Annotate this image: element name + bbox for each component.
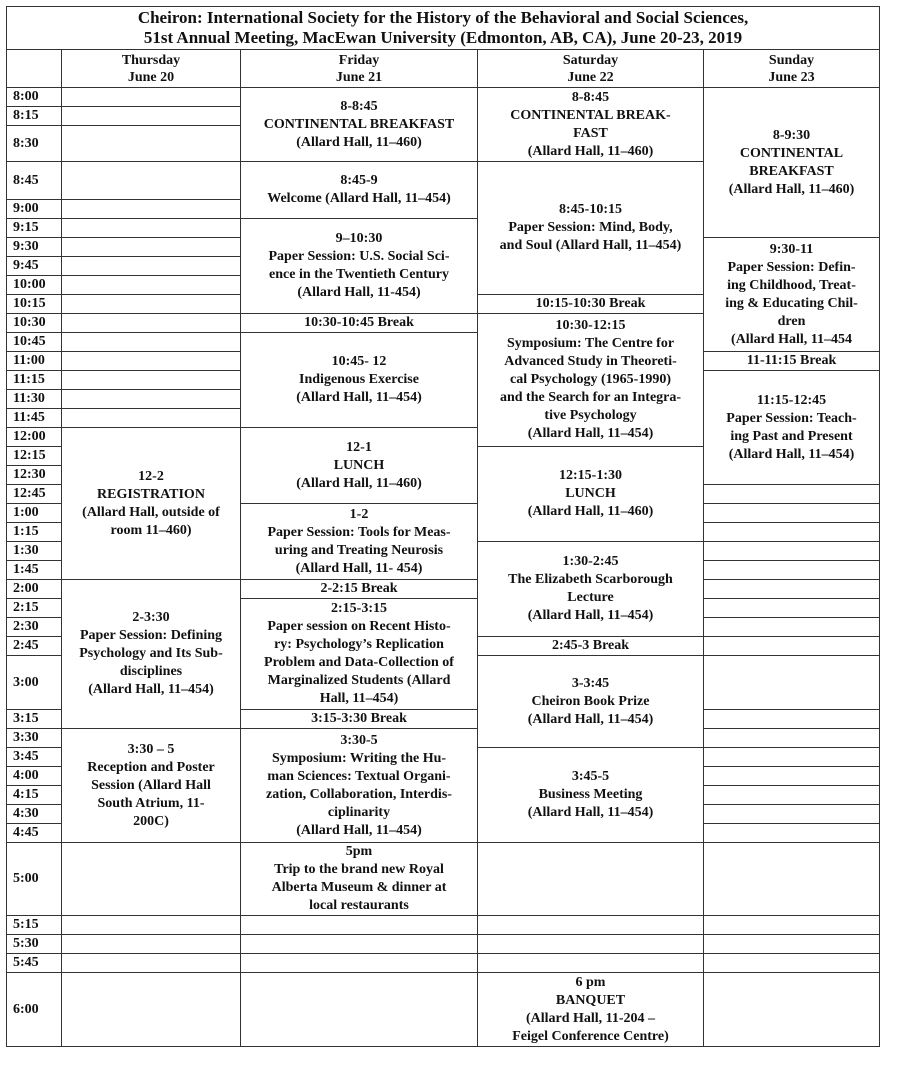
time-label: 12:00 bbox=[7, 428, 62, 447]
event-childhood bbox=[704, 238, 880, 352]
time-label: 8:30 bbox=[7, 126, 62, 162]
event-line: tive Psychology bbox=[544, 408, 637, 423]
time-label: 1:15 bbox=[7, 523, 62, 542]
time-label: 12:45 bbox=[7, 485, 62, 504]
event-line: 11-11:15 Break bbox=[746, 353, 837, 368]
empty-cell bbox=[704, 748, 880, 767]
schedule-title bbox=[7, 7, 880, 50]
time-label: 4:45 bbox=[7, 824, 62, 843]
event-line: 9:30-11 bbox=[769, 241, 814, 257]
event-line: CONTINENTAL bbox=[739, 145, 844, 161]
empty-cell bbox=[62, 238, 241, 257]
empty-cell bbox=[704, 916, 880, 935]
time-label: 5:45 bbox=[7, 954, 62, 973]
empty-cell bbox=[704, 786, 880, 805]
time-label: 10:15 bbox=[7, 295, 62, 314]
event-book-prize bbox=[478, 656, 704, 748]
title-line: Cheiron: International Society for the History of the Behavioral and Social Sciences, bbox=[137, 8, 749, 27]
empty-cell bbox=[704, 656, 880, 710]
empty-cell bbox=[62, 107, 241, 126]
event-line: 3:15-3:30 Break bbox=[311, 711, 407, 726]
event-line: 12:15-1:30 bbox=[559, 468, 622, 483]
event-line: CONTINENTAL BREAKFAST bbox=[263, 116, 455, 132]
time-header bbox=[7, 50, 62, 88]
time-label: 1:00 bbox=[7, 504, 62, 523]
event-teaching bbox=[704, 371, 880, 485]
empty-cell bbox=[704, 561, 880, 580]
event-line: (Allard Hall, 11–454) bbox=[527, 608, 654, 623]
empty-cell bbox=[704, 767, 880, 786]
empty-cell bbox=[62, 276, 241, 295]
event-line: (Allard Hall, 11–460) bbox=[527, 504, 654, 519]
time-label: 4:00 bbox=[7, 767, 62, 786]
event-line: (Allard Hall, 11–454) bbox=[527, 426, 654, 441]
day-name: Sunday bbox=[768, 52, 815, 68]
time-label: 3:00 bbox=[7, 656, 62, 710]
day-name: Thursday bbox=[121, 52, 181, 68]
empty-cell bbox=[704, 504, 880, 523]
event-line: 3:45-5 bbox=[571, 769, 610, 784]
event-break-200 bbox=[241, 580, 478, 599]
empty-cell bbox=[478, 843, 704, 916]
event-line: 3-3:45 bbox=[571, 675, 610, 691]
event-line: ing Past and Present bbox=[730, 428, 853, 444]
event-line: Hall, 11–454) bbox=[319, 691, 399, 706]
time-label: 8:45 bbox=[7, 162, 62, 200]
time-label: 9:00 bbox=[7, 200, 62, 219]
time-label: 4:30 bbox=[7, 805, 62, 824]
day-date: June 20 bbox=[127, 69, 175, 85]
event-breakfast bbox=[241, 88, 478, 162]
event-indigenous bbox=[241, 333, 478, 428]
empty-cell bbox=[241, 916, 478, 935]
event-business bbox=[478, 748, 704, 843]
empty-cell bbox=[704, 710, 880, 729]
empty-cell bbox=[62, 843, 241, 916]
time-row bbox=[7, 843, 880, 916]
event-line: ry: Psychology’s Replication bbox=[274, 637, 444, 652]
time-label: 11:45 bbox=[7, 409, 62, 428]
empty-cell bbox=[62, 954, 241, 973]
event-line: 200C) bbox=[133, 813, 169, 829]
empty-cell bbox=[478, 954, 704, 973]
event-line: Paper Session: U.S. Social Sci- bbox=[268, 249, 450, 264]
empty-cell bbox=[704, 637, 880, 656]
time-label: 9:30 bbox=[7, 238, 62, 257]
time-label: 10:00 bbox=[7, 276, 62, 295]
event-line: 3:30 – 5 bbox=[127, 741, 175, 757]
empty-cell bbox=[704, 843, 880, 916]
empty-cell bbox=[62, 295, 241, 314]
event-break-1015 bbox=[478, 295, 704, 314]
empty-cell bbox=[62, 916, 241, 935]
event-line: 8-8:45 bbox=[571, 89, 610, 105]
event-line: Cheiron Book Prize bbox=[531, 693, 650, 709]
day-name: Friday bbox=[338, 52, 380, 68]
time-label: 3:45 bbox=[7, 748, 62, 767]
empty-cell bbox=[62, 973, 241, 1047]
time-label: 11:30 bbox=[7, 390, 62, 409]
event-line: 9–10:30 bbox=[335, 231, 383, 246]
empty-cell bbox=[478, 916, 704, 935]
time-label: 2:45 bbox=[7, 637, 62, 656]
event-line: REGISTRATION bbox=[97, 486, 205, 502]
event-line: FAST bbox=[573, 125, 608, 141]
event-line: 10:45- 12 bbox=[331, 354, 387, 369]
empty-cell bbox=[704, 580, 880, 599]
empty-cell bbox=[62, 935, 241, 954]
empty-cell bbox=[704, 805, 880, 824]
event-line: local restaurants bbox=[309, 898, 409, 913]
event-line: (Allard Hall, 11–460) bbox=[296, 475, 422, 491]
event-line: Paper Session: Tools for Meas- bbox=[267, 524, 451, 540]
empty-cell bbox=[62, 257, 241, 276]
event-line: (Allard Hall, 11–454) bbox=[527, 805, 654, 820]
event-line: (Allard Hall, 11–460) bbox=[296, 134, 422, 150]
event-line: room 11–460) bbox=[110, 522, 192, 538]
empty-cell bbox=[62, 390, 241, 409]
event-line: Advanced Study in Theoreti- bbox=[504, 354, 677, 369]
empty-cell bbox=[704, 485, 880, 504]
time-label: 3:30 bbox=[7, 729, 62, 748]
event-line: (Allard Hall, 11–454 bbox=[731, 331, 852, 347]
event-line: Psychology and Its Sub- bbox=[79, 646, 223, 661]
event-line: 12-1 bbox=[346, 439, 372, 455]
event-line: Marginalized Students (Allard bbox=[267, 673, 451, 688]
event-museum-trip bbox=[241, 843, 478, 916]
schedule-table bbox=[6, 6, 880, 1047]
event-line: 10:30-10:45 Break bbox=[304, 315, 414, 330]
event-line: 1:30-2:45 bbox=[562, 554, 619, 569]
event-line: Lecture bbox=[567, 590, 614, 605]
event-line: 5pm bbox=[345, 844, 373, 859]
event-line: and the Search for an Integra- bbox=[499, 390, 682, 405]
event-neurosis bbox=[241, 504, 478, 580]
event-line: CONTINENTAL BREAK- bbox=[510, 107, 671, 123]
time-label: 2:15 bbox=[7, 599, 62, 618]
empty-cell bbox=[62, 219, 241, 238]
time-label: 1:45 bbox=[7, 561, 62, 580]
event-line: zation, Collaboration, Interdis- bbox=[266, 786, 452, 802]
event-line: ing & Educating Chil- bbox=[725, 295, 858, 311]
time-label: 1:30 bbox=[7, 542, 62, 561]
event-recent-history bbox=[241, 599, 478, 710]
time-label: 10:30 bbox=[7, 314, 62, 333]
event-line: 1-2 bbox=[349, 506, 369, 522]
event-line: (Allard Hall, 11–454) bbox=[296, 390, 422, 405]
event-line: 6 pm bbox=[575, 974, 606, 990]
event-line: Trip to the brand new Royal bbox=[274, 862, 444, 877]
time-row bbox=[7, 954, 880, 973]
event-line: Alberta Museum & dinner at bbox=[271, 880, 447, 895]
time-label: 11:00 bbox=[7, 352, 62, 371]
time-label: 9:45 bbox=[7, 257, 62, 276]
time-label: 5:00 bbox=[7, 843, 62, 916]
time-label: 5:30 bbox=[7, 935, 62, 954]
event-line: Paper Session: Mind, Body, bbox=[508, 220, 673, 235]
event-banquet bbox=[478, 973, 704, 1047]
time-label: 6:00 bbox=[7, 973, 62, 1047]
event-line: BREAKFAST bbox=[749, 163, 834, 179]
event-line: South Atrium, 11- bbox=[97, 795, 205, 811]
event-line: (Allard Hall, 11-454) bbox=[297, 285, 421, 300]
event-break-245 bbox=[478, 637, 704, 656]
empty-cell bbox=[704, 954, 880, 973]
event-line: (Allard Hall, outside of bbox=[82, 504, 220, 520]
event-mind-body-soul bbox=[478, 162, 704, 295]
time-row bbox=[7, 973, 880, 1047]
event-registration bbox=[62, 428, 241, 580]
time-row bbox=[7, 916, 880, 935]
event-line: Reception and Poster bbox=[87, 759, 215, 775]
event-line: 2:15-3:15 bbox=[331, 601, 387, 616]
day-name: Saturday bbox=[562, 52, 619, 68]
event-line: cal Psychology (1965-1990) bbox=[510, 372, 671, 387]
day-header-saturday bbox=[478, 50, 704, 88]
event-line: 2-3:30 bbox=[132, 610, 170, 625]
time-label: 12:15 bbox=[7, 447, 62, 466]
event-line: (Allard Hall, 11–460) bbox=[527, 143, 654, 159]
empty-cell bbox=[704, 729, 880, 748]
event-breakfast bbox=[704, 88, 880, 238]
day-header-sunday bbox=[704, 50, 880, 88]
event-line: Problem and Data-Collection of bbox=[264, 655, 454, 670]
time-row bbox=[7, 580, 880, 599]
event-line: (Allard Hall, 11–454) bbox=[728, 446, 855, 462]
event-break-315 bbox=[241, 710, 478, 729]
time-label: 3:15 bbox=[7, 710, 62, 729]
empty-cell bbox=[241, 954, 478, 973]
empty-cell bbox=[704, 542, 880, 561]
time-label: 8:15 bbox=[7, 107, 62, 126]
time-label: 11:15 bbox=[7, 371, 62, 390]
event-line: (Allard Hall, 11-204 – bbox=[525, 1010, 656, 1026]
event-break-1030 bbox=[241, 314, 478, 333]
empty-cell bbox=[62, 126, 241, 162]
event-lunch bbox=[478, 447, 704, 542]
event-line: 10:30-12:15 bbox=[555, 318, 626, 333]
event-line: 12-2 bbox=[138, 468, 164, 484]
event-line: disciplines bbox=[119, 664, 183, 679]
event-line: Indigenous Exercise bbox=[299, 372, 419, 387]
event-line: dren bbox=[777, 313, 806, 329]
event-line: Paper Session: Teach- bbox=[726, 410, 857, 426]
event-reception bbox=[62, 729, 241, 843]
event-line: (Allard Hall, 11–454) bbox=[296, 822, 422, 838]
event-line: (Allard Hall, 11–454) bbox=[527, 711, 654, 727]
empty-cell bbox=[704, 618, 880, 637]
time-label: 9:15 bbox=[7, 219, 62, 238]
event-line: 10:15-10:30 Break bbox=[535, 296, 646, 311]
time-label: 2:30 bbox=[7, 618, 62, 637]
event-lunch bbox=[241, 428, 478, 504]
empty-cell bbox=[62, 409, 241, 428]
event-line: Feigel Conference Centre) bbox=[512, 1028, 669, 1044]
empty-cell bbox=[478, 935, 704, 954]
time-label: 5:15 bbox=[7, 916, 62, 935]
event-line: and Soul (Allard Hall, 11–454) bbox=[499, 238, 682, 253]
empty-cell bbox=[241, 935, 478, 954]
event-line: LUNCH bbox=[565, 486, 616, 501]
event-line: Paper Session: Defin- bbox=[727, 259, 856, 275]
event-line: man Sciences: Textual Organi- bbox=[267, 768, 451, 784]
event-line: (Allard Hall, 11–454) bbox=[88, 682, 214, 697]
empty-cell bbox=[241, 973, 478, 1047]
event-line: 8:45-10:15 bbox=[559, 202, 622, 217]
day-header-friday bbox=[241, 50, 478, 88]
event-break-1100 bbox=[704, 352, 880, 371]
time-row bbox=[7, 88, 880, 107]
empty-cell bbox=[62, 333, 241, 352]
event-line: uring and Treating Neurosis bbox=[274, 542, 444, 558]
event-line: The Elizabeth Scarborough bbox=[508, 572, 673, 587]
event-line: (Allard Hall, 11–460) bbox=[728, 181, 855, 197]
event-writing-human bbox=[241, 729, 478, 843]
empty-cell bbox=[704, 523, 880, 542]
event-line: BANQUET bbox=[555, 992, 626, 1008]
empty-cell bbox=[62, 200, 241, 219]
empty-cell bbox=[62, 162, 241, 200]
event-line: 8-8:45 bbox=[340, 98, 378, 114]
empty-cell bbox=[704, 935, 880, 954]
time-row bbox=[7, 729, 880, 748]
event-us-social-science bbox=[241, 219, 478, 314]
event-line: 2:45-3 Break bbox=[551, 638, 630, 653]
title-line: 51st Annual Meeting, MacEwan University (Edmonton, AB, CA), June 20-23, 2019 bbox=[143, 28, 743, 47]
event-line: (Allard Hall, 11- 454) bbox=[295, 560, 423, 576]
empty-cell bbox=[62, 88, 241, 107]
event-welcome bbox=[241, 162, 478, 219]
time-label: 2:00 bbox=[7, 580, 62, 599]
event-line: ciplinarity bbox=[327, 804, 391, 820]
empty-cell bbox=[704, 824, 880, 843]
empty-cell bbox=[704, 599, 880, 618]
time-row bbox=[7, 935, 880, 954]
event-line: 11:15-12:45 bbox=[756, 392, 827, 408]
empty-cell bbox=[62, 371, 241, 390]
event-line: 8-9:30 bbox=[772, 127, 811, 143]
empty-cell bbox=[62, 352, 241, 371]
day-date: June 22 bbox=[567, 69, 614, 85]
time-label: 10:45 bbox=[7, 333, 62, 352]
event-line: ence in the Twentieth Century bbox=[269, 267, 449, 282]
empty-cell bbox=[704, 973, 880, 1047]
event-line: 2-2:15 Break bbox=[320, 581, 398, 596]
day-date: June 21 bbox=[335, 69, 383, 85]
empty-cell bbox=[62, 314, 241, 333]
event-breakfast bbox=[478, 88, 704, 162]
event-line: Symposium: The Centre for bbox=[506, 336, 675, 351]
time-label: 4:15 bbox=[7, 786, 62, 805]
event-line: 3:30-5 bbox=[340, 732, 378, 748]
event-scarborough bbox=[478, 542, 704, 637]
event-defining-psychology bbox=[62, 580, 241, 729]
event-line: Session (Allard Hall bbox=[91, 777, 211, 793]
event-line: Welcome (Allard Hall, 11–454) bbox=[267, 191, 451, 206]
event-line: LUNCH bbox=[333, 457, 385, 473]
event-line: ing Childhood, Treat- bbox=[727, 277, 856, 293]
event-line: Paper Session: Defining bbox=[79, 628, 223, 643]
event-line: 8:45-9 bbox=[340, 173, 378, 188]
time-label: 8:00 bbox=[7, 88, 62, 107]
event-centre-symposium bbox=[478, 314, 704, 447]
event-line: Symposium: Writing the Hu- bbox=[271, 750, 447, 766]
event-line: Business Meeting bbox=[538, 787, 643, 802]
event-line: Paper session on Recent Histo- bbox=[267, 619, 451, 634]
day-header-thursday bbox=[62, 50, 241, 88]
day-date: June 23 bbox=[768, 69, 815, 85]
time-label: 12:30 bbox=[7, 466, 62, 485]
